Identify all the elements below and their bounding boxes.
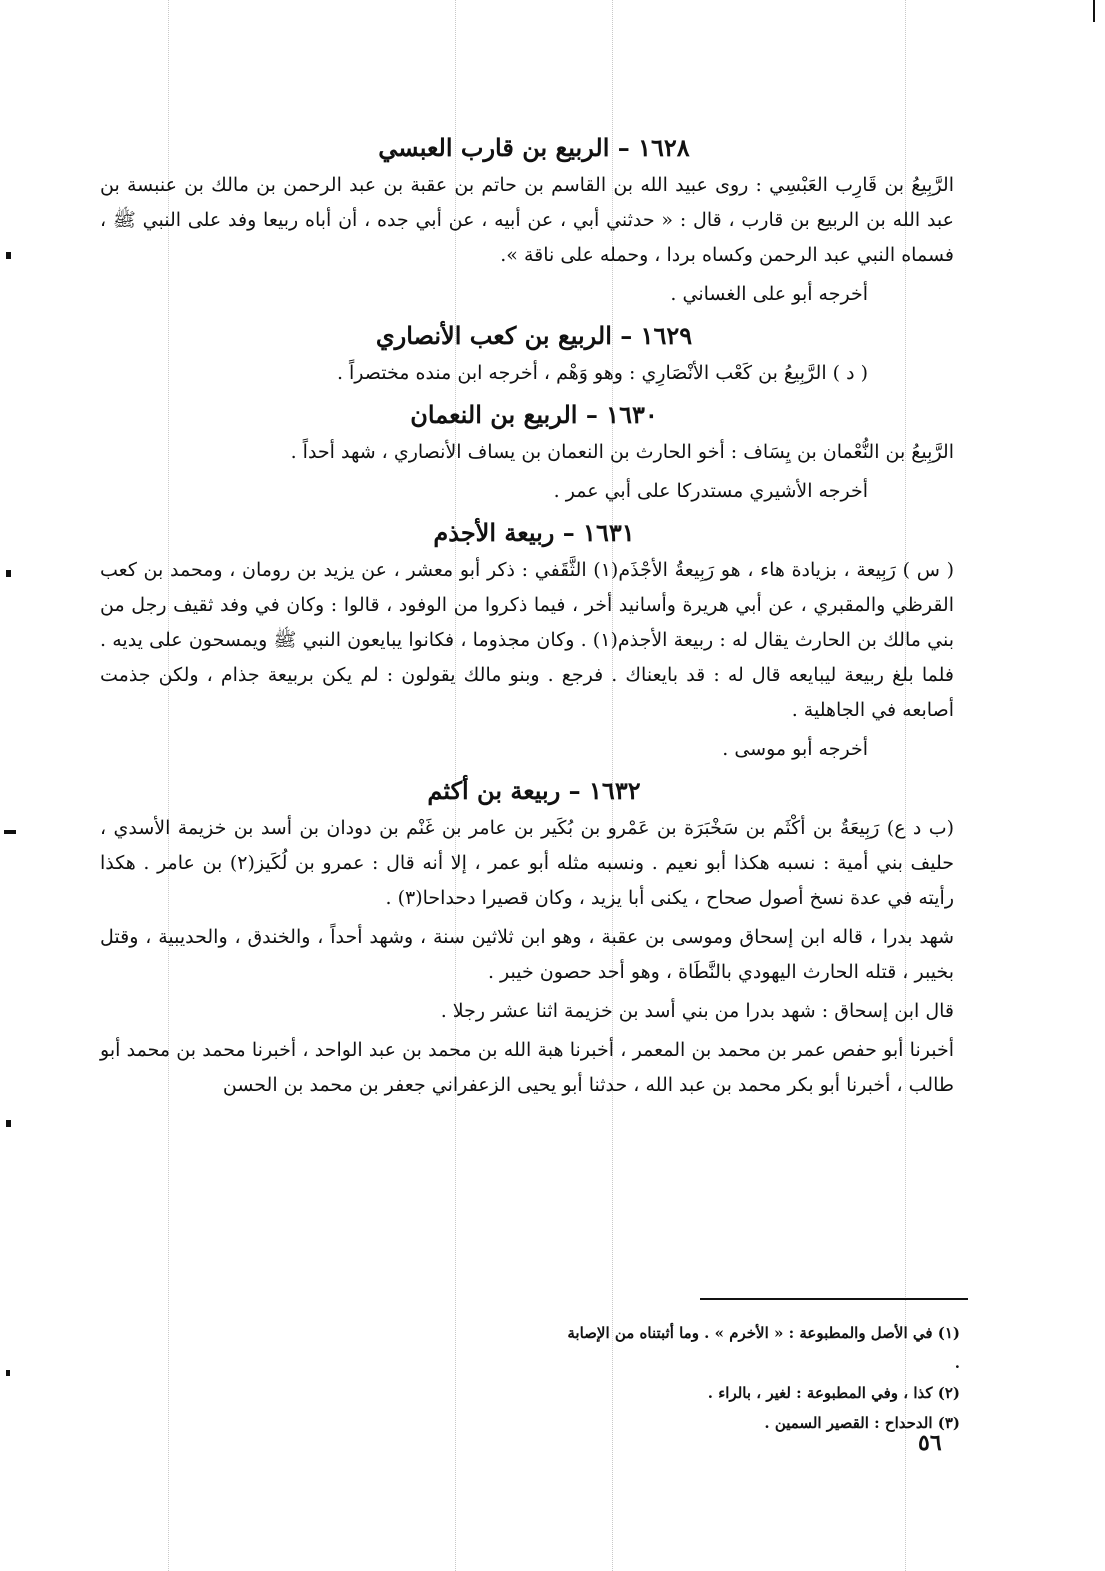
entry-paragraph: (ب د ع) رَبِيعَةُ بن أكْثَم بن سَخْبَرَة بن عَمْرو بن بُكَير بن عامر بن غَنْم بن دودان بن أسد بن خزيمة الأسدي ، حليف بني أمية : نسبه هكذا أبو نعيم . ونسبه مثله أبو عمر ، إلا أنه قال : عمرو بن لُكَيز(٢) بن عامر . هكذا رأيته في عدة نسخ أصول صحاح ، يكنى أبا يزيد ، وكان قصيرا دحداحا(٣) . <box>100 817 954 909</box>
entry-paragraph: شهد بدرا ، قاله ابن إسحاق وموسى بن عقبة ، وهو ابن ثلاثين سنة ، وشهد أحداً ، والخندق ، والحديبية ، وقتل بخيبر ، قتله الحارث اليهودي بالنَّطَاة ، وهو أحد حصون خيبر . <box>100 926 954 983</box>
page-number: ٥٦ <box>918 1430 942 1456</box>
footnote-separator <box>700 1298 968 1300</box>
entry-1631 <box>100 513 968 767</box>
scan-edge-mark <box>6 570 11 577</box>
scan-edge-mark <box>6 252 11 259</box>
scan-edge-mark <box>1093 0 1095 22</box>
scan-edge-mark <box>6 1120 11 1127</box>
footnote: (١) في الأصل والمطبوعة : « الأخرم » . وما أثبتناه من الإصابة . <box>567 1324 960 1372</box>
entry-1629 <box>100 316 968 391</box>
entry-1628 <box>100 128 968 312</box>
footnotes <box>560 1318 960 1438</box>
entry-source: أخرجه أبو موسى . <box>722 738 868 760</box>
entry-title: ١٦٣٢ – ربيعة بن أكثم <box>427 776 641 805</box>
entry-paragraph: الرَّبِيعُ بن قَارِب العَبْسِي : روى عبيد الله بن القاسم بن حاتم بن عقبة بن عبد الرحمن بن مالك بن عنبسة بن عبد الله بن الربيع بن قارب ، قال : « حدثني أبي ، عن أبيه ، عن أبي جده ، أن أباه ربيعا وفد على النبي ﷺ ، فسماه النبي عبد الرحمن وكساه بردا ، وحمله على ناقة ». <box>100 174 954 266</box>
entry-source: أخرجه أبو على الغساني . <box>670 283 868 305</box>
entry-paragraph: ( د ) الرَّبِيعُ بن كَعْب الأنْصَارِي : وهو وَهْم ، أخرجه ابن منده مختصراً . <box>336 362 868 384</box>
entry-source: أخرجه الأشيري مستدركا على أبي عمر . <box>553 480 868 502</box>
entry-paragraph: أخبرنا أبو حفص عمر بن محمد بن المعمر ، أخبرنا هبة الله بن محمد بن عبد الواحد ، أخبرنا محمد بن محمد أبو طالب ، أخبرنا أبو بكر محمد بن عبد الله ، حدثنا أبو يحيى الزعفراني جعفر بن محمد بن الحسن <box>100 1039 954 1096</box>
entry-1630 <box>100 395 968 509</box>
entry-title: ١٦٣١ – ربيعة الأجذم <box>433 518 635 547</box>
scan-edge-mark <box>6 1370 10 1376</box>
entry-paragraph: ( س ) رَبِيعة ، بزيادة هاء ، هو رَبِيعةُ الأجْذَم(١) الثَّقَفي : ذكر أبو معشر ، عن يزيد بن رومان ، ومحمد بن كعب القرظي والمقبري ، عن أبي هريرة وأسانيد أخر ، فيما ذكروا من الوفود ، قالوا : وكان في وفد ثقيف رجل من بني مالك بن الحارث يقال له : ربيعة الأجذم(١) . وكان مجذوما ، فكانوا يبايعون النبي ﷺ ويمسحون على يديه . فلما بلغ ربيعة ليبايعه قال له : قد بايعناك . فرجع . وبنو مالك يقولون : لم يكن بربيعة جذام ، ولكن جذمت أصابعه في الجاهلية . <box>100 559 954 721</box>
footnote: (٣) الدحداح : القصير السمين . <box>764 1414 960 1432</box>
entry-paragraph: الرَّبِيعُ بن النُّعْمان بن يِسَاف : أخو الحارث بن النعمان بن يساف الأنصاري ، شهد أحداً . <box>290 441 954 463</box>
entry-1632 <box>100 771 968 1103</box>
entry-title: ١٦٣٠ – الربيع بن النعمان <box>410 400 658 429</box>
page-body <box>100 128 968 1107</box>
entry-paragraph: قال ابن إسحاق : شهد بدرا من بني أسد بن خزيمة اثنا عشر رجلا . <box>440 1000 954 1022</box>
entry-title: ١٦٢٨ – الربيع بن قارب العبسي <box>378 133 690 162</box>
entry-title: ١٦٢٩ – الربيع بن كعب الأنصاري <box>375 321 693 350</box>
footnote: (٢) كذا ، وفي المطبوعة : لغير ، بالراء . <box>707 1384 960 1402</box>
scan-edge-mark <box>4 830 16 834</box>
